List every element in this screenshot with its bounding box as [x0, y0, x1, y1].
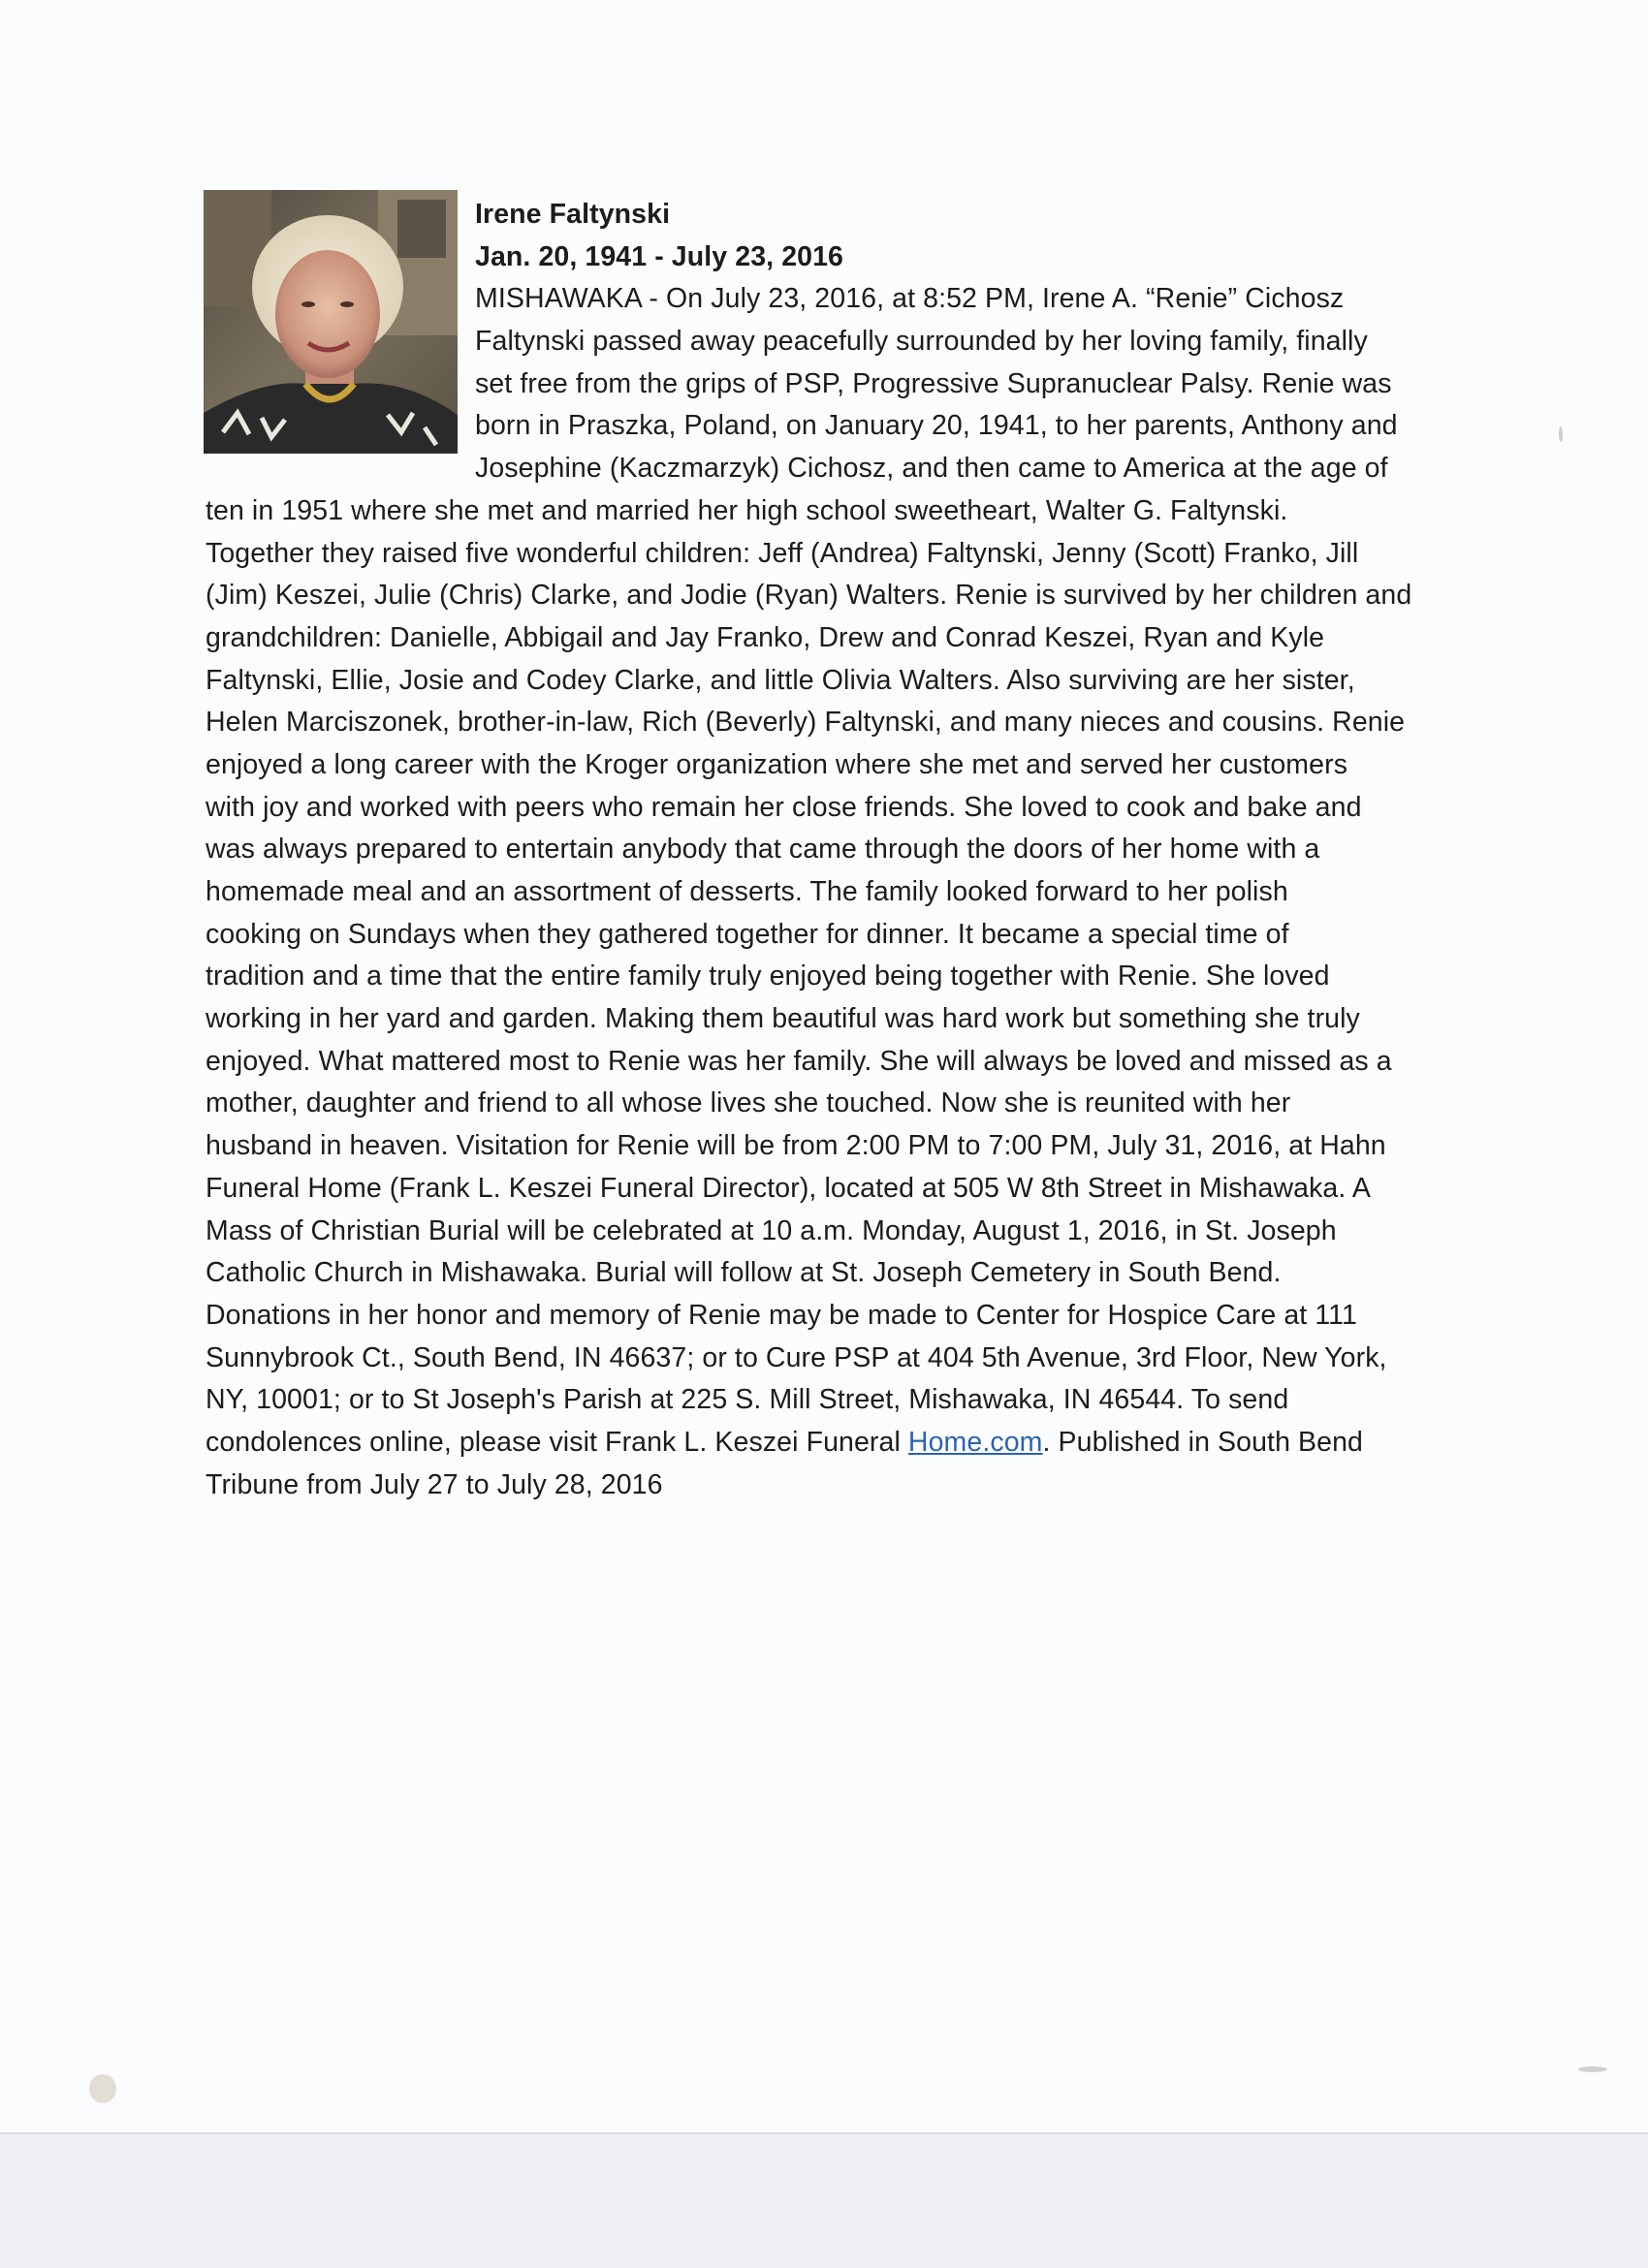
condolence-line	[206, 1422, 1485, 1465]
text-line: set free from the grips of PSP, Progressive Supranuclear Palsy. Renie was	[475, 367, 1392, 399]
text-line: Together they raised five wonderful children: Jeff (Andrea) Faltynski, Jenny (Scott) Franko, Jill	[206, 537, 1359, 569]
text-line: Mass of Christian Burial will be celebrated at 10 a.m. Monday, August 1, 2016, in St. Joseph	[206, 1214, 1337, 1246]
text-line: Helen Marciszonek, brother-in-law, Rich (Beverly) Faltynski, and many nieces and cousins. Renie	[206, 707, 1406, 739]
text-line: ten in 1951 where she met and married her high school sweetheart, Walter G. Faltynski.	[206, 494, 1288, 526]
text-line: with joy and worked with peers who remain her close friends. She loved to cook and bake and	[206, 791, 1362, 823]
text-line: Sunnybrook Ct., South Bend, IN 46637; or to Cure PSP at 404 5th Avenue, 3rd Floor, New York,	[206, 1341, 1387, 1373]
scan-speck	[1578, 2066, 1607, 2072]
text-line: Tribune from July 27 to July 28, 2016	[206, 1468, 663, 1500]
scan-speck	[89, 2074, 116, 2103]
deceased-name: Irene Faltynski	[475, 199, 671, 230]
text-line: MISHAWAKA - On July 23, 2016, at 8:52 PM, Irene A. “Renie” Cichosz	[475, 283, 1345, 315]
text-line: Faltynski passed away peacefully surrounded by her loving family, finally	[475, 326, 1368, 358]
text-line: enjoyed. What mattered most to Renie was her family. She will always be loved and missed as a	[206, 1045, 1392, 1077]
text-line: Faltynski, Ellie, Josie and Codey Clarke, and little Olivia Walters. Also surviving are her sister,	[206, 664, 1355, 696]
published-text: . Published in South Bend	[1042, 1426, 1364, 1458]
text-line: NY, 10001; or to St Joseph's Parish at 225 S. Mill Street, Mishawaka, IN 46544. To send	[206, 1384, 1289, 1416]
text-line: was always prepared to entertain anybody that came through the doors of her home with a	[206, 834, 1320, 866]
text-line: husband in heaven. Visitation for Renie will be from 2:00 PM to 7:00 PM, July 31, 2016, at Hahn	[206, 1130, 1386, 1162]
scanner-bed-edge	[0, 2132, 1648, 2268]
text-line: cooking on Sundays when they gathered together for dinner. It became a special time of	[206, 918, 1289, 950]
text-line: mother, daughter and friend to all whose lives she touched. Now she is reunited with her	[206, 1087, 1291, 1119]
text-line: tradition and a time that the entire family truly enjoyed being together with Renie. She loved	[206, 961, 1330, 992]
condolence-text: condolences online, please visit Frank L. Keszei Funeral	[206, 1426, 908, 1458]
text-line: Catholic Church in Mishawaka. Burial will follow at St. Joseph Cemetery in South Bend.	[206, 1257, 1282, 1289]
funeral-home-link[interactable]: Home.com	[907, 1426, 1043, 1458]
text-line: (Jim) Keszei, Julie (Chris) Clarke, and Jodie (Ryan) Walters. Renie is survived by her children and	[206, 580, 1412, 612]
scan-speck	[1559, 426, 1563, 442]
text-line: Donations in her honor and memory of Renie may be made to Center for Hospice Care at 111	[206, 1299, 1357, 1331]
obituary-text	[206, 194, 1485, 1506]
text-line: born in Praszka, Poland, on January 20, 1941, to her parents, Anthony and	[475, 410, 1398, 442]
text-line: Josephine (Kaczmarzyk) Cichosz, and then came to America at the age of	[475, 453, 1388, 485]
text-line: homemade meal and an assortment of desserts. The family looked forward to her polish	[206, 876, 1288, 907]
text-line: enjoyed a long career with the Kroger organization where she met and served her customers	[206, 748, 1348, 780]
text-line: grandchildren: Danielle, Abbigail and Jay Franko, Drew and Conrad Keszei, Ryan and Kyle	[206, 621, 1325, 653]
text-line: Funeral Home (Frank L. Keszei Funeral Director), located at 505 W 8th Street in Mishawaka. A	[206, 1172, 1371, 1204]
text-line: working in her yard and garden. Making them beautiful was hard work but something she truly	[206, 1003, 1360, 1035]
life-dates: Jan. 20, 1941 - July 23, 2016	[475, 240, 843, 272]
